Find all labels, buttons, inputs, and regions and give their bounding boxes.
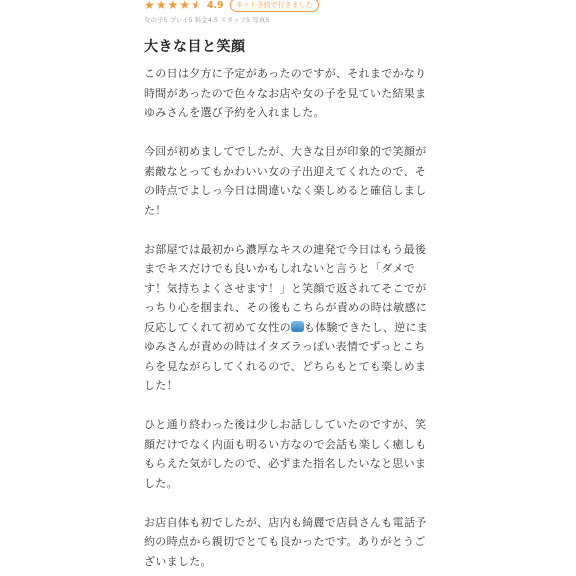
half-star-icon: ★ ★ <box>191 0 202 11</box>
star-icon: ★ <box>144 0 155 12</box>
star-rating <box>144 0 202 11</box>
water-wave-icon <box>291 321 304 332</box>
sub-score-staff: スタッフ5 <box>220 16 251 24</box>
net-reservation-badge: ネット予約で行きました <box>230 0 319 12</box>
sub-score-girl: 女の子5 <box>144 16 168 24</box>
star-icon: ★ <box>167 0 179 12</box>
review-paragraph: 今回が初めましてでしたが、大きな目が印象的で笑顔が素敵なとってもかわいい女の子出迎えてくれたので、その時点でよしっ今日は間違いなく楽しめると確信しました！ <box>144 145 427 217</box>
rating-row <box>144 0 434 12</box>
sub-score-play: プレイ5 <box>169 16 193 24</box>
review-paragraph: お店自体も初でしたが、店内も綺麗で店員さんも電話予約の時点から親切でとても良かったです。ありがとうございました。 <box>144 515 427 568</box>
star-icon: ★ <box>179 0 191 12</box>
review-paragraph-text-cont: も体験できたし、逆にまゆみさんが責めの時はイタズラっぽい表情でずっとこちらを見ながらしてくれるので、どちらもとても楽しめました！ <box>144 320 429 392</box>
review-paragraph <box>144 240 434 396</box>
review-paragraph: この日は夕方に予定があったのですが、それまでかなり時間があったので色々なお店や女の子を見ていた結果まゆみさんを選び予約を入れました。 <box>144 67 427 119</box>
review-title: 大きな目と笑顔 <box>144 39 246 55</box>
sub-scores <box>144 15 434 24</box>
rating-score: 4.9 <box>206 0 224 11</box>
sub-score-price: 料金4.5 <box>194 16 219 24</box>
review-paragraph: ひと通り終わった後は少しお話ししていたのですが、笑顔だけでなく内面も明るい方なので会話も楽しく癒しももらえた気がしたので、必ずまた指名したいなと思いました。 <box>144 418 427 490</box>
review-paragraph-text: お部屋では最初から濃厚なキスの連発で今日はもう最後までキスだけでも良いかもしれないと言うと「ダメです！気持ちよくさせます！」と笑顔で返されてそこでがっちり心を掴まれ、その後もこちらが責めの時は敏感に反応してくれて初めて女性の <box>144 242 428 334</box>
review-card <box>144 0 434 571</box>
review-body <box>144 64 434 571</box>
star-icon: ★ <box>155 0 167 12</box>
sub-score-photo: 写真5 <box>252 16 270 24</box>
